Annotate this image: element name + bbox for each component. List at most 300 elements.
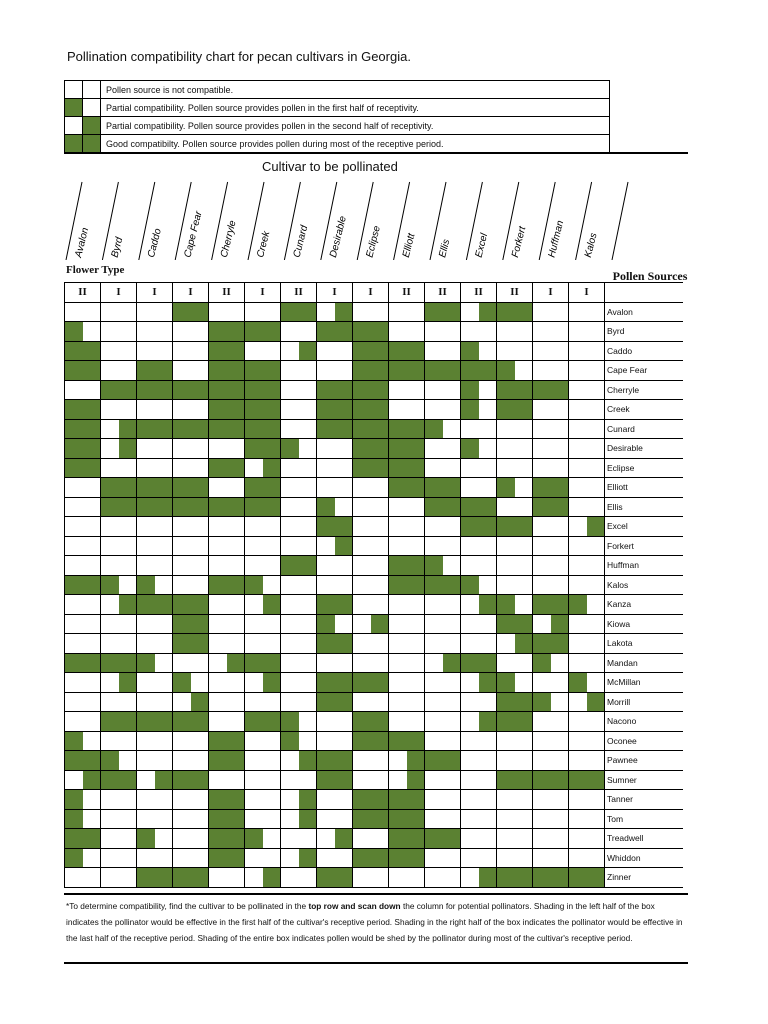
compatibility-cell xyxy=(209,361,245,381)
compatibility-cell xyxy=(389,770,425,790)
pollen-source-label: McMillan xyxy=(605,673,684,693)
compatibility-cell xyxy=(101,653,137,673)
shade-full xyxy=(497,303,532,322)
compatibility-cell xyxy=(389,673,425,693)
compatibility-cell xyxy=(533,536,569,556)
compatibility-cell xyxy=(101,458,137,478)
shade-full xyxy=(101,712,136,731)
compatibility-cell xyxy=(317,790,353,810)
shade-full xyxy=(569,771,604,790)
compatibility-cell xyxy=(533,478,569,498)
shade-right xyxy=(335,537,353,556)
shade-left xyxy=(425,556,443,575)
shade-right xyxy=(191,693,209,712)
compatibility-cell xyxy=(65,751,101,771)
compatibility-cell xyxy=(65,380,101,400)
compatibility-cell xyxy=(281,848,317,868)
table-row xyxy=(65,712,684,732)
compatibility-cell xyxy=(461,400,497,420)
shade-full xyxy=(425,576,460,595)
compatibility-cell xyxy=(137,419,173,439)
shade-right xyxy=(299,849,317,868)
compatibility-cell xyxy=(281,302,317,322)
compatibility-cell xyxy=(173,692,209,712)
compatibility-cell xyxy=(497,497,533,517)
compatibility-cell xyxy=(281,478,317,498)
table-row xyxy=(65,302,684,322)
compatibility-cell xyxy=(317,712,353,732)
compatibility-cell xyxy=(281,419,317,439)
compatibility-cell xyxy=(389,829,425,849)
compatibility-cell xyxy=(209,302,245,322)
shade-full xyxy=(389,439,424,458)
compatibility-cell xyxy=(389,302,425,322)
compatibility-cell xyxy=(353,731,389,751)
compatibility-cell xyxy=(425,712,461,732)
compatibility-cell xyxy=(317,439,353,459)
shade-full xyxy=(317,420,352,439)
shade-full xyxy=(569,868,604,887)
compatibility-cell xyxy=(569,614,605,634)
compatibility-cell xyxy=(497,419,533,439)
compatibility-cell xyxy=(533,458,569,478)
table-row xyxy=(65,439,684,459)
compatibility-cell xyxy=(137,673,173,693)
compatibility-cell xyxy=(173,634,209,654)
compatibility-cell xyxy=(101,517,137,537)
compatibility-cell xyxy=(461,848,497,868)
shade-full xyxy=(425,361,460,380)
compatibility-cell xyxy=(245,497,281,517)
compatibility-cell xyxy=(209,497,245,517)
compatibility-cell xyxy=(461,517,497,537)
shade-full xyxy=(65,576,100,595)
compatibility-cell xyxy=(425,790,461,810)
compatibility-cell xyxy=(533,809,569,829)
shade-full xyxy=(281,303,316,322)
column-header-elliott: Elliott xyxy=(400,232,418,259)
compatibility-cell xyxy=(497,673,533,693)
compatibility-cell xyxy=(137,439,173,459)
shade-right xyxy=(587,517,605,536)
flower-type-cell: I xyxy=(533,283,569,303)
compatibility-cell xyxy=(281,536,317,556)
compatibility-cell xyxy=(497,712,533,732)
compatibility-cell xyxy=(353,341,389,361)
shade-full xyxy=(65,654,100,673)
pollen-source-label: Tanner xyxy=(605,790,684,810)
shade-full xyxy=(389,459,424,478)
compatibility-cell xyxy=(569,478,605,498)
shade-left xyxy=(497,595,515,614)
compatibility-cell xyxy=(281,575,317,595)
pollen-source-label: Treadwell xyxy=(605,829,684,849)
compatibility-cell xyxy=(353,692,389,712)
compatibility-cell xyxy=(173,419,209,439)
compatibility-cell xyxy=(101,400,137,420)
compatibility-cell xyxy=(461,634,497,654)
compatibility-cell xyxy=(497,751,533,771)
compatibility-cell xyxy=(389,458,425,478)
shade-full xyxy=(533,634,568,653)
compatibility-cell xyxy=(209,458,245,478)
compatibility-cell xyxy=(461,673,497,693)
shade-full xyxy=(65,342,100,361)
shade-right xyxy=(299,810,317,829)
shade-full xyxy=(209,810,244,829)
compatibility-cell xyxy=(173,575,209,595)
compatibility-cell xyxy=(425,848,461,868)
compatibility-cell xyxy=(173,380,209,400)
compatibility-cell xyxy=(389,400,425,420)
compatibility-cell xyxy=(137,517,173,537)
compatibility-cell xyxy=(245,868,281,888)
shade-left xyxy=(137,576,155,595)
compatibility-cell xyxy=(137,809,173,829)
compatibility-cell xyxy=(533,868,569,888)
compatibility-cell xyxy=(569,556,605,576)
compatibility-cell xyxy=(497,770,533,790)
shade-left xyxy=(245,829,263,848)
compatibility-cell xyxy=(281,595,317,615)
compatibility-cell xyxy=(137,341,173,361)
compatibility-cell xyxy=(461,556,497,576)
flower-type-cell: II xyxy=(209,283,245,303)
compatibility-cell xyxy=(461,868,497,888)
shade-full xyxy=(65,400,100,419)
compatibility-cell xyxy=(137,380,173,400)
shade-left xyxy=(317,615,335,634)
shade-left xyxy=(101,576,119,595)
compatibility-cell xyxy=(317,614,353,634)
pollen-source-label: Pawnee xyxy=(605,751,684,771)
compatibility-cell xyxy=(389,341,425,361)
compatibility-cell xyxy=(461,322,497,342)
compatibility-cell xyxy=(353,400,389,420)
compatibility-cell xyxy=(173,556,209,576)
compatibility-cell xyxy=(497,868,533,888)
compatibility-cell xyxy=(209,848,245,868)
shade-full xyxy=(65,751,100,770)
shade-full xyxy=(497,381,532,400)
compatibility-cell xyxy=(461,829,497,849)
compatibility-cell xyxy=(281,868,317,888)
shade-full xyxy=(533,868,568,887)
shade-full xyxy=(497,517,532,536)
compatibility-cell xyxy=(101,380,137,400)
compatibility-cell xyxy=(497,848,533,868)
footnote-bold: top row and scan down xyxy=(308,901,401,911)
compatibility-cell xyxy=(101,536,137,556)
pollen-source-label: Cherryle xyxy=(605,380,684,400)
compatibility-cell xyxy=(497,829,533,849)
compatibility-cell xyxy=(317,634,353,654)
shade-full xyxy=(533,595,568,614)
pollen-source-label: Cunard xyxy=(605,419,684,439)
compatibility-cell xyxy=(245,712,281,732)
compatibility-cell xyxy=(389,536,425,556)
compatibility-cell xyxy=(353,419,389,439)
shade-full xyxy=(389,732,424,751)
compatibility-cell xyxy=(389,692,425,712)
compatibility-cell xyxy=(245,751,281,771)
legend-table xyxy=(64,80,610,153)
shade-left xyxy=(497,478,515,497)
shade-full xyxy=(389,829,424,848)
compatibility-cell xyxy=(461,419,497,439)
compatibility-cell xyxy=(317,458,353,478)
compatibility-cell xyxy=(461,770,497,790)
compatibility-cell xyxy=(569,400,605,420)
column-header-byrd: Byrd xyxy=(109,236,126,259)
shade-left xyxy=(461,400,479,419)
page-bottom-divider xyxy=(64,962,688,964)
compatibility-cell xyxy=(173,322,209,342)
pollen-source-label: Mandan xyxy=(605,653,684,673)
compatibility-cell xyxy=(209,634,245,654)
column-header-kalos: Kalos xyxy=(582,231,600,259)
compatibility-cell xyxy=(317,575,353,595)
compatibility-cell xyxy=(533,692,569,712)
compatibility-cell xyxy=(281,809,317,829)
compatibility-cell xyxy=(461,614,497,634)
shade-full xyxy=(209,498,244,517)
compatibility-cell xyxy=(245,809,281,829)
flower-type-cell: I xyxy=(317,283,353,303)
compatibility-cell xyxy=(209,790,245,810)
shade-full xyxy=(209,322,244,341)
compatibility-cell xyxy=(317,692,353,712)
pollen-source-label: Zinner xyxy=(605,868,684,888)
compatibility-cell xyxy=(389,419,425,439)
compatibility-cell xyxy=(533,380,569,400)
compatibility-cell xyxy=(65,536,101,556)
shade-full xyxy=(173,595,208,614)
shade-right xyxy=(263,868,281,887)
compatibility-cell xyxy=(569,458,605,478)
shade-full xyxy=(353,361,388,380)
shade-full xyxy=(353,673,388,692)
legend-text: Good compatibilty. Pollen source provides pollen during most of the receptive period. xyxy=(101,135,610,153)
compatibility-cell xyxy=(173,770,209,790)
pollen-source-label: Cape Fear xyxy=(605,361,684,381)
shade-full xyxy=(317,595,352,614)
compatibility-cell xyxy=(353,439,389,459)
compatibility-cell xyxy=(533,614,569,634)
compatibility-cell xyxy=(137,556,173,576)
shade-right xyxy=(299,790,317,809)
pollen-source-label: Sumner xyxy=(605,770,684,790)
flower-type-cell: II xyxy=(281,283,317,303)
shade-full xyxy=(317,751,352,770)
compatibility-cell xyxy=(209,439,245,459)
table-row xyxy=(65,634,684,654)
compatibility-cell xyxy=(209,380,245,400)
legend-swatch-right xyxy=(83,135,101,153)
flower-type-cell: II xyxy=(389,283,425,303)
compatibility-cell xyxy=(137,731,173,751)
compatibility-cell xyxy=(533,419,569,439)
compatibility-cell xyxy=(497,595,533,615)
compatibility-cell xyxy=(389,731,425,751)
compatibility-cell xyxy=(425,322,461,342)
pollen-source-label: Eclipse xyxy=(605,458,684,478)
compatibility-cell xyxy=(65,439,101,459)
compatibility-cell xyxy=(353,751,389,771)
shade-full xyxy=(173,478,208,497)
compatibility-cell xyxy=(425,673,461,693)
compatibility-cell xyxy=(569,770,605,790)
flower-type-cell: II xyxy=(497,283,533,303)
shade-full xyxy=(389,342,424,361)
compatibility-cell xyxy=(137,497,173,517)
shade-full xyxy=(389,576,424,595)
compatibility-cell xyxy=(569,497,605,517)
compatibility-cell xyxy=(245,536,281,556)
shade-full xyxy=(497,868,532,887)
compatibility-cell xyxy=(533,653,569,673)
compatibility-cell xyxy=(245,458,281,478)
table-row xyxy=(65,361,684,381)
shade-left xyxy=(425,420,443,439)
compatibility-cell xyxy=(533,731,569,751)
compatibility-cell xyxy=(65,575,101,595)
shade-full xyxy=(137,868,172,887)
compatibility-cell xyxy=(461,439,497,459)
legend-swatch-left xyxy=(65,135,83,153)
compatibility-cell xyxy=(353,614,389,634)
compatibility-cell xyxy=(173,673,209,693)
shade-full xyxy=(209,732,244,751)
shade-full xyxy=(461,517,496,536)
compatibility-cell xyxy=(209,400,245,420)
compatibility-cell xyxy=(353,770,389,790)
compatibility-cell xyxy=(281,517,317,537)
shade-left xyxy=(461,342,479,361)
shade-right xyxy=(371,615,389,634)
compatibility-cell xyxy=(209,536,245,556)
table-row xyxy=(65,341,684,361)
shade-full xyxy=(425,478,460,497)
shade-full xyxy=(353,810,388,829)
compatibility-cell xyxy=(137,595,173,615)
flower-type-cell: I xyxy=(173,283,209,303)
table-row xyxy=(65,731,684,751)
compatibility-cell xyxy=(389,595,425,615)
compatibility-cell xyxy=(569,673,605,693)
compatibility-cell xyxy=(65,341,101,361)
compatibility-cell xyxy=(317,517,353,537)
compatibility-cell xyxy=(461,361,497,381)
shade-right xyxy=(515,634,533,653)
pollen-source-label: Forkert xyxy=(605,536,684,556)
compatibility-cell xyxy=(281,673,317,693)
compatibility-cell xyxy=(101,673,137,693)
compatibility-cell xyxy=(101,790,137,810)
shade-right xyxy=(479,673,497,692)
compatibility-cell xyxy=(317,770,353,790)
compatibility-cell xyxy=(209,653,245,673)
compatibility-grid xyxy=(64,282,683,888)
table-row xyxy=(65,322,684,342)
compatibility-cell xyxy=(461,751,497,771)
compatibility-cell xyxy=(245,302,281,322)
shade-full xyxy=(137,381,172,400)
column-header-huffman: Huffman xyxy=(546,219,567,259)
flower-type-cell: I xyxy=(101,283,137,303)
flower-type-label: Flower Type xyxy=(66,264,125,276)
table-row xyxy=(65,868,684,888)
shade-full xyxy=(389,556,424,575)
compatibility-cell xyxy=(533,322,569,342)
compatibility-cell xyxy=(461,575,497,595)
compatibility-cell xyxy=(461,809,497,829)
compatibility-cell xyxy=(65,848,101,868)
compatibility-cell xyxy=(533,439,569,459)
shade-left xyxy=(533,654,551,673)
compatibility-cell xyxy=(317,829,353,849)
compatibility-cell xyxy=(389,653,425,673)
shade-full xyxy=(209,576,244,595)
table-row xyxy=(65,419,684,439)
legend-text: Partial compatibility. Pollen source provides pollen in the second half of receptivity. xyxy=(101,117,610,135)
shade-full xyxy=(317,771,352,790)
compatibility-cell xyxy=(353,556,389,576)
shade-full xyxy=(209,381,244,400)
compatibility-cell xyxy=(389,380,425,400)
compatibility-cell xyxy=(569,536,605,556)
shade-right xyxy=(263,459,281,478)
compatibility-cell xyxy=(389,575,425,595)
compatibility-cell xyxy=(425,536,461,556)
shade-full xyxy=(209,459,244,478)
compatibility-cell xyxy=(137,653,173,673)
compatibility-cell xyxy=(533,361,569,381)
shade-full xyxy=(173,420,208,439)
compatibility-cell xyxy=(101,302,137,322)
compatibility-cell xyxy=(245,634,281,654)
shade-full xyxy=(389,420,424,439)
shade-full xyxy=(497,771,532,790)
shade-full xyxy=(173,712,208,731)
compatibility-cell xyxy=(65,790,101,810)
shade-left xyxy=(137,654,155,673)
pollen-source-label: Caddo xyxy=(605,341,684,361)
compatibility-cell xyxy=(173,712,209,732)
compatibility-cell xyxy=(389,517,425,537)
compatibility-cell xyxy=(101,575,137,595)
compatibility-cell xyxy=(425,751,461,771)
pollen-source-label: Excel xyxy=(605,517,684,537)
shade-right xyxy=(83,771,101,790)
compatibility-cell xyxy=(245,341,281,361)
table-row xyxy=(65,848,684,868)
shade-full xyxy=(353,712,388,731)
shade-full xyxy=(353,342,388,361)
compatibility-cell xyxy=(425,302,461,322)
compatibility-cell xyxy=(353,634,389,654)
compatibility-cell xyxy=(101,868,137,888)
shade-full xyxy=(533,498,568,517)
compatibility-cell xyxy=(209,419,245,439)
compatibility-cell xyxy=(389,848,425,868)
compatibility-cell xyxy=(173,458,209,478)
compatibility-cell xyxy=(569,380,605,400)
shade-left xyxy=(173,673,191,692)
shade-full xyxy=(353,420,388,439)
compatibility-cell xyxy=(101,341,137,361)
shade-full xyxy=(137,498,172,517)
